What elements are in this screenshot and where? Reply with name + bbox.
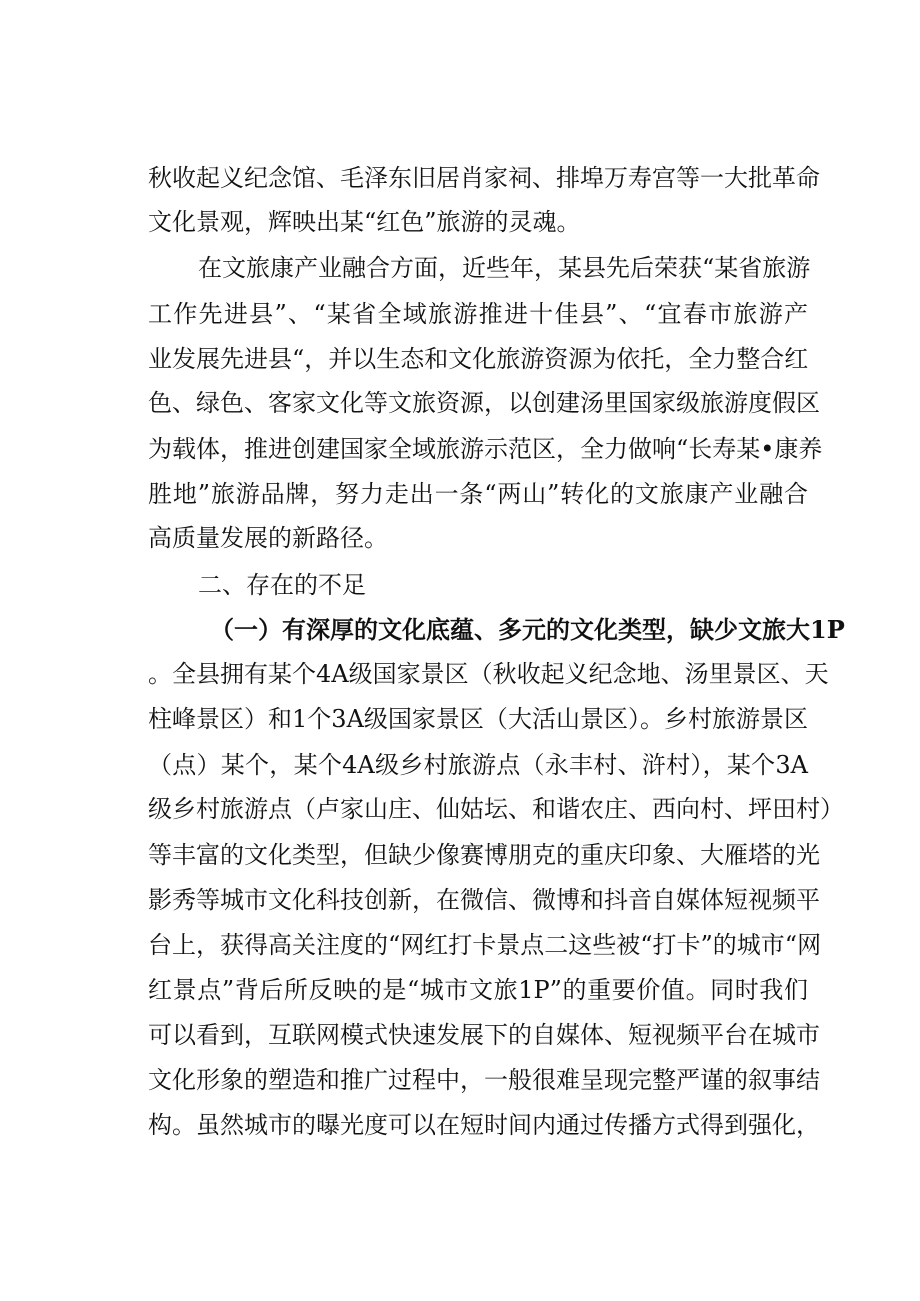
paragraph-line: 红景点”背后所反映的是“城市文旅1P”的重要价值。同时我们 [148, 976, 808, 1004]
paragraph-line: 业发展先进县“，并以生态和文化旅游资源为依托，全力整合红 [148, 345, 809, 373]
paragraph-line: 色、绿色、客家文化等文旅资源，以创建汤里国家级旅游度假区 [148, 389, 820, 417]
paragraph-line: 为载体，推进创建国家全域旅游示范区，全力做响“长寿某•康养 [148, 435, 823, 463]
paragraph-line: 。全县拥有某个4A级国家景区（秋收起义纪念地、汤里景区、天 [148, 660, 829, 688]
section-heading: 二、存在的不足 [198, 571, 366, 599]
subsection-heading: （一）有深厚的文化底蕴、多元的文化类型，缺少文旅大1P [210, 615, 845, 644]
paragraph-line: 等丰富的文化类型，但缺少像赛博朋克的重庆印象、大雁塔的光 [148, 841, 820, 869]
paragraph-line: 级乡村旅游点（卢家山庄、仙姑坛、和谐农庄、西向村、坪田村） [148, 795, 844, 823]
paragraph-line: 胜地”旅游品牌，努力走出一条“两山”转化的文旅康产业融合 [148, 480, 808, 508]
paragraph-line: 工作先进县”、“某省全域旅游推进十佳县”、“宜春市旅游产 [148, 300, 808, 328]
paragraph-line: 高质量发展的新路径。 [148, 524, 388, 552]
paragraph-line: 柱峰景区）和1个3A级国家景区（大活山景区）。乡村旅游景区 [148, 705, 808, 733]
paragraph-line: 影秀等城市文化科技创新，在微信、微博和抖音自媒体短视频平 [148, 886, 820, 914]
paragraph-line: 台上，获得高关注度的“网红打卡景点二这些被“打卡”的城市“网 [148, 931, 822, 959]
paragraph-line: 文化景观，辉映出某“红色”旅游的灵魂。 [148, 208, 581, 236]
paragraph-line: 构。虽然城市的曝光度可以在短时间内通过传播方式得到强化， [148, 1111, 820, 1139]
paragraph-line: 可以看到，互联网模式快速发展下的自媒体、短视频平台在城市 [148, 1021, 820, 1049]
paragraph-line: 秋收起义纪念馆、毛泽东旧居肖家祠、排埠万寿宫等一大批革命 [148, 164, 820, 192]
paragraph-line: 文化形象的塑造和推广过程中，一般很难呈现完整严谨的叙事结 [148, 1066, 820, 1094]
paragraph-line: 在文旅康产业融合方面，近些年，某县先后荣获“某省旅游 [198, 254, 811, 282]
paragraph-line: （点）某个，某个4A级乡村旅游点（永丰村、浒村），某个3A [148, 751, 808, 779]
